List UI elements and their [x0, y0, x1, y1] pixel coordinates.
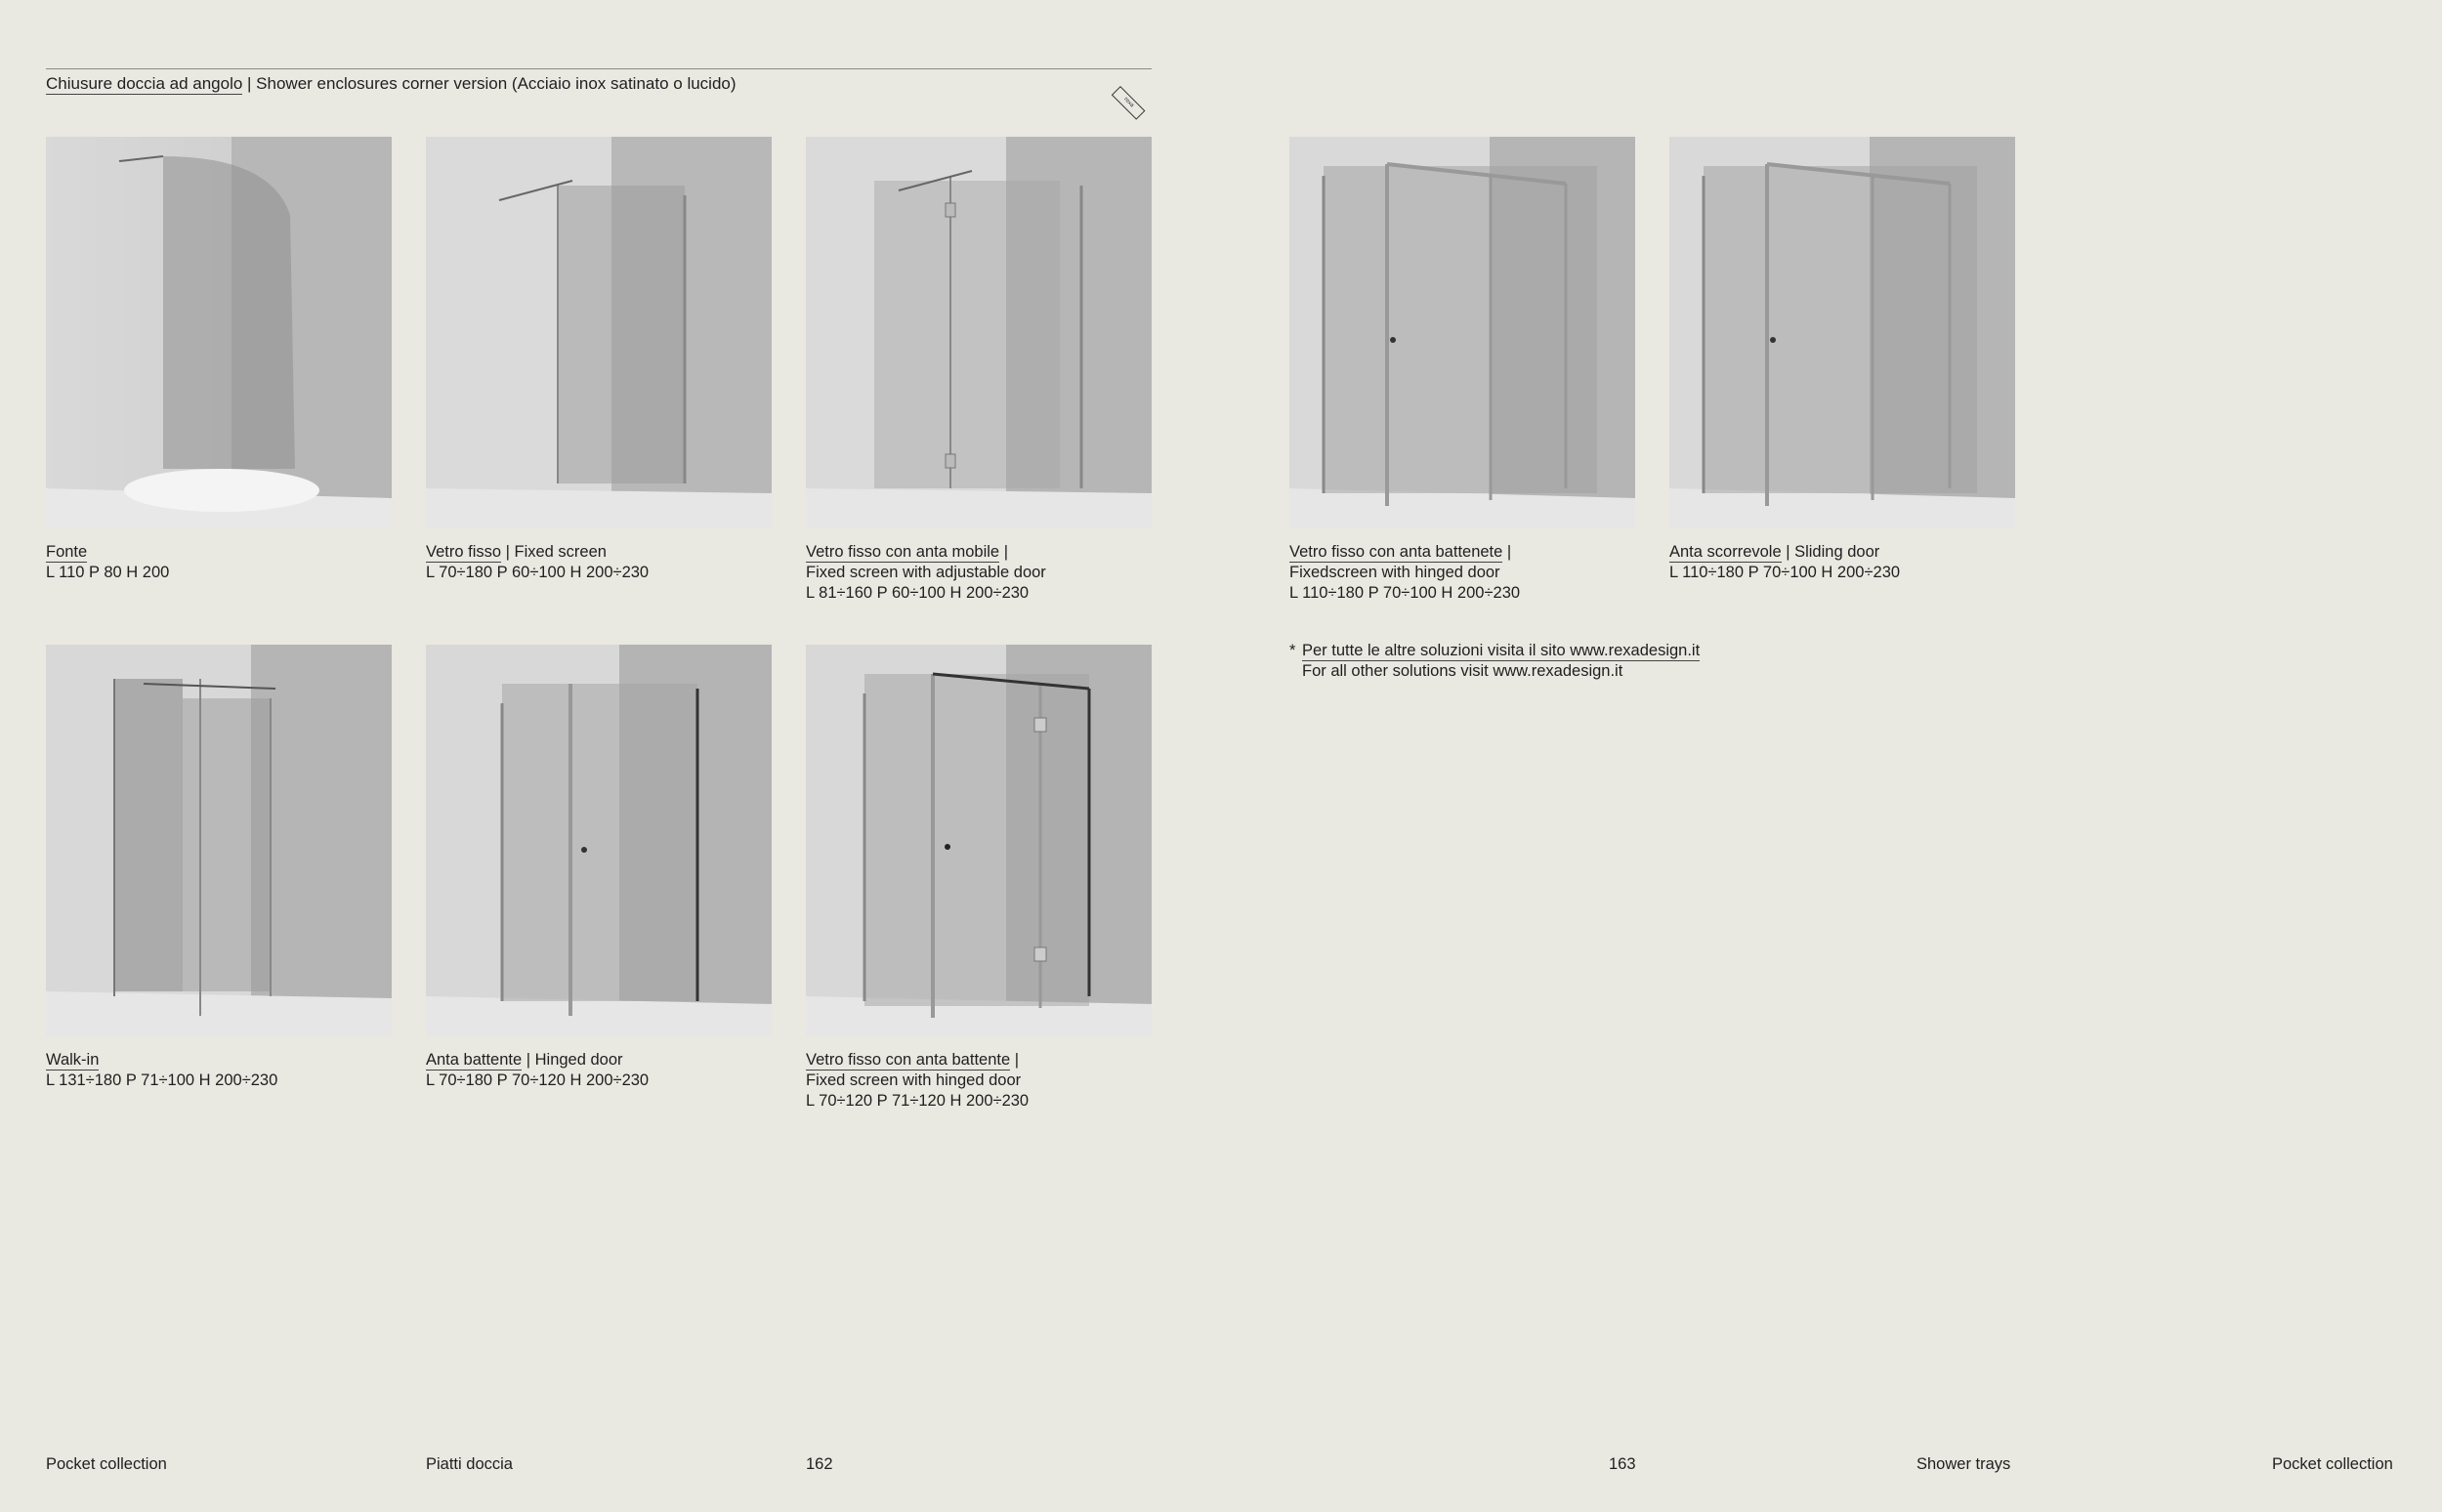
- note-link-text[interactable]: Per tutte le altre soluzioni visita il sito www.rexadesign.it: [1302, 642, 1701, 659]
- product-dimensions: L 110÷180 P 70÷100 H 200÷230: [1669, 564, 1901, 581]
- product-subtitle: Fixed screen with adjustable door: [806, 564, 1046, 581]
- photo-fonte: [46, 137, 392, 528]
- product-dimensions: L 70÷120 P 71÷120 H 200÷230: [806, 1092, 1030, 1110]
- title-underlined: Chiusure doccia ad angolo: [46, 74, 243, 93]
- caption-anta-scorrevole: Anta scorrevole | Sliding door L 110÷180 P 70÷100 H 200÷230: [1669, 543, 1901, 581]
- title-rest: | Shower enclosures corner version (Acciaio inox satinato o lucido): [242, 74, 737, 93]
- caption-anta-battente: Anta battente | Hinged door L 70÷180 P 70÷120 H 200÷230: [426, 1051, 650, 1089]
- photo-vetro-fisso-anta-mobile: [806, 137, 1152, 528]
- product-subtitle: Fixed screen with hinged door: [806, 1071, 1022, 1089]
- caption-vetro-fisso: Vetro fisso | Fixed screen L 70÷180 P 60÷100 H 200÷230: [426, 543, 650, 581]
- photo-vetro-fisso: [426, 137, 772, 528]
- product-title: Vetro fisso: [426, 543, 502, 561]
- caption-walk-in: [46, 1050, 277, 1091]
- footer-right-collection: Pocket collection: [2272, 1455, 2393, 1473]
- header-rule: [46, 68, 1152, 69]
- rexa-logo-badge: rexa: [1112, 86, 1146, 120]
- footer-right-page-number: 163: [1609, 1455, 1636, 1473]
- product-dimensions: L 70÷180 P 70÷120 H 200÷230: [426, 1071, 650, 1089]
- photo-vetro-fisso-anta-battente: [806, 645, 1152, 1036]
- website-note: [1289, 641, 1700, 682]
- product-title: Anta battente: [426, 1051, 523, 1069]
- photo-anta-scorrevole: [1669, 137, 2015, 528]
- photo-vetro-fisso-anta-battenete: [1289, 137, 1635, 528]
- photo-walk-in: [46, 645, 392, 1036]
- note-marker: *: [1289, 642, 1296, 659]
- footer-left-page-number: 162: [806, 1455, 833, 1473]
- product-title: Walk-in: [46, 1051, 100, 1069]
- product-title: Anta scorrevole: [1669, 543, 1782, 561]
- product-dimensions: L 81÷160 P 60÷100 H 200÷230: [806, 584, 1030, 602]
- caption-vetro-fisso-anta-battenete: Vetro fisso con anta battenete | Fixedscreen with hinged door L 110÷180 P 70÷100 H 200÷230: [1289, 543, 1521, 602]
- caption-fonte: [46, 542, 169, 583]
- footer-left-section: Piatti doccia: [426, 1455, 513, 1473]
- footer-left-collection: Pocket collection: [46, 1455, 167, 1473]
- product-title: Vetro fisso con anta battente: [806, 1051, 1011, 1069]
- product-title: Vetro fisso con anta battenete: [1289, 543, 1503, 561]
- footer-right-section: Shower trays: [1916, 1455, 2011, 1473]
- photo-anta-battente: [426, 645, 772, 1036]
- product-title: Fonte: [46, 543, 88, 561]
- product-dimensions: L 70÷180 P 60÷100 H 200÷230: [426, 564, 650, 581]
- product-dimensions: L 131÷180 P 71÷100 H 200÷230: [46, 1071, 278, 1089]
- product-dimensions: L 110÷180 P 70÷100 H 200÷230: [1289, 584, 1521, 602]
- note-english: For all other solutions visit www.rexadesign.it: [1302, 662, 1623, 680]
- page-title: [46, 74, 737, 94]
- caption-vetro-fisso-anta-mobile: Vetro fisso con anta mobile | Fixed screen with adjustable door L 81÷160 P 60÷100 H 200÷230: [806, 543, 1046, 602]
- product-subtitle: Fixedscreen with hinged door: [1289, 564, 1500, 581]
- caption-vetro-fisso-anta-battente: Vetro fisso con anta battente | Fixed screen with hinged door L 70÷120 P 71÷120 H 200÷230: [806, 1051, 1030, 1110]
- product-dimensions: L 110 P 80 H 200: [46, 564, 170, 581]
- product-title: Vetro fisso con anta mobile: [806, 543, 1000, 561]
